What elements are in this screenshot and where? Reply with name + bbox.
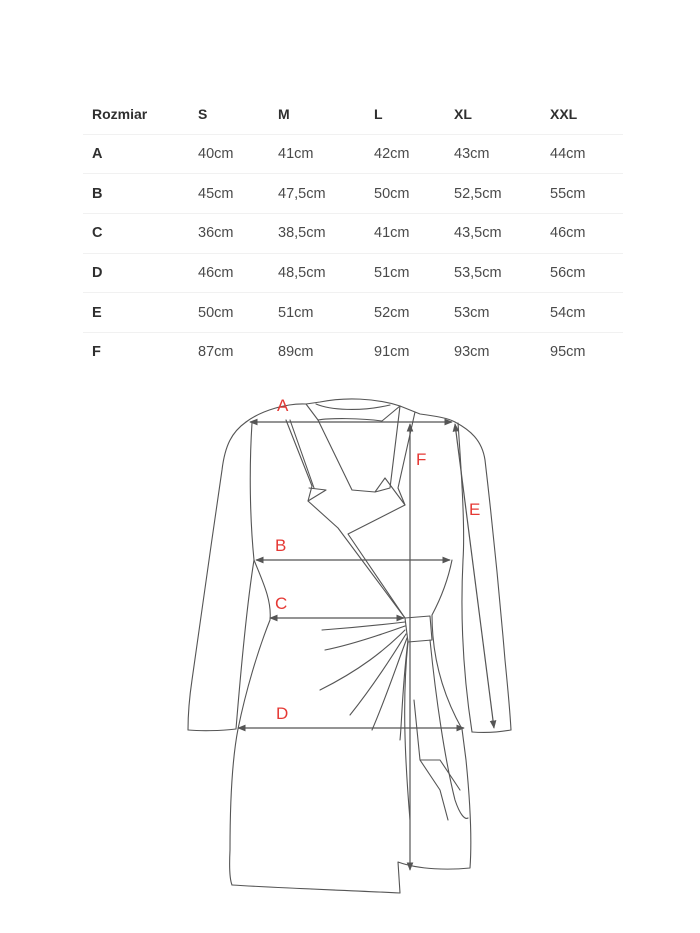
size-table [83,95,623,372]
table-cell: 54cm [550,293,623,333]
table-cell: 53,5cm [454,253,550,293]
dress-measurement-diagram [0,380,700,933]
table-cell: 56cm [550,253,623,293]
table-cell: 93cm [454,333,550,372]
label-c: C [275,594,288,613]
table-cell: 53cm [454,293,550,333]
table-cell: 42cm [374,134,454,174]
table-cell: 52cm [374,293,454,333]
table-cell: 38,5cm [278,214,374,254]
table-cell: 50cm [198,293,278,333]
table-cell: 41cm [374,214,454,254]
table-row [83,293,623,333]
table-cell: 36cm [198,214,278,254]
row-label: B [83,174,198,214]
table-row [83,253,623,293]
table-cell: 43,5cm [454,214,550,254]
row-label: D [83,253,198,293]
table-cell: 45cm [198,174,278,214]
measure-line-e [455,424,494,728]
row-label: F [83,333,198,372]
table-cell: 48,5cm [278,253,374,293]
header-cell: XL [454,106,472,123]
table-header-row [83,95,623,134]
table-cell: 87cm [198,333,278,372]
table-row [83,174,623,214]
table-cell: 55cm [550,174,623,214]
table-cell: 89cm [278,333,374,372]
label-d: D [276,704,289,723]
table-cell: 52,5cm [454,174,550,214]
table-cell: 41cm [278,134,374,174]
label-b: B [275,536,287,555]
table-cell: 43cm [454,134,550,174]
table-cell: 44cm [550,134,623,174]
table-cell: 46cm [198,253,278,293]
table-cell: 95cm [550,333,623,372]
row-label: C [83,214,198,254]
table-row [83,333,623,372]
header-cell: L [374,106,383,123]
table-cell: 47,5cm [278,174,374,214]
row-label: A [83,134,198,174]
table-cell: 46cm [550,214,623,254]
header-cell: S [198,106,208,123]
header-cell: XXL [550,106,578,123]
row-label: E [83,293,198,333]
header-cell: M [278,106,290,123]
header-cell: Rozmiar [92,106,148,123]
table-cell: 91cm [374,333,454,372]
dress-outline [188,399,511,893]
table-cell: 51cm [374,253,454,293]
label-e: E [469,500,481,519]
table-cell: 51cm [278,293,374,333]
table-row [83,214,623,254]
table-cell: 50cm [374,174,454,214]
label-f: F [416,450,427,469]
label-a: A [277,396,289,415]
table-cell: 40cm [198,134,278,174]
table-row [83,134,623,174]
